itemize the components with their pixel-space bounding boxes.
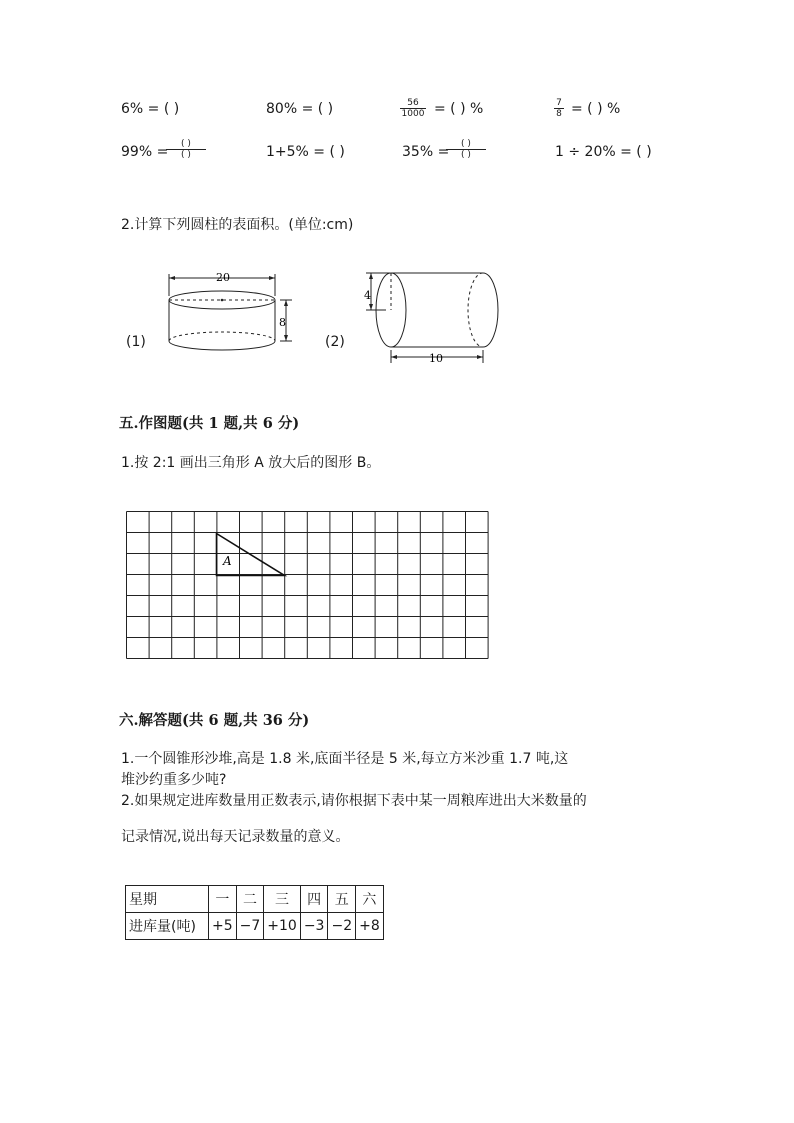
cylinder-1-height-label: 8: [279, 316, 286, 329]
fraction-7-8: [554, 98, 564, 119]
section-6-heading: 六.解答题(共 6 题,共 36 分): [119, 712, 310, 729]
fraction-numerator: 7: [556, 98, 562, 108]
section-6-q2-line1: 2.如果规定进库数量用正数表示,请你根据下表中某一周粮库进出大米数量的: [121, 793, 587, 809]
section-6-q2-line2: 记录情况,说出每天记录数量的意义。: [121, 829, 350, 845]
q2-title: 2.计算下列圆柱的表面积。(单位:cm): [121, 217, 354, 233]
table-cell: −2: [328, 913, 356, 940]
table-header-cell: 六: [356, 886, 384, 913]
section-5-heading: 五.作图题(共 1 题,共 6 分): [119, 415, 300, 432]
cylinder-1-figure: [160, 268, 300, 360]
cylinder-2-length-label: 10: [429, 352, 443, 365]
fraction-blank: [166, 139, 206, 160]
fraction-numerator-blank: ( ): [461, 139, 471, 149]
cylinder-2-label: (2): [325, 334, 345, 350]
table-cell: +10: [264, 913, 301, 940]
cylinder-1-bottom-front: [169, 341, 275, 350]
table-header-cell: 二: [236, 886, 264, 913]
table-header-cell: 三: [264, 886, 301, 913]
conv-6pct: 6% = ( ): [121, 101, 180, 117]
section-6-q1-line1: 1.一个圆锥形沙堆,高是 1.8 米,底面半径是 5 米,每立方米沙重 1.7 吨,这: [121, 751, 569, 767]
fraction-numerator: 56: [407, 98, 419, 108]
table-header-cell: 四: [300, 886, 328, 913]
grid-lines: [127, 512, 489, 659]
fraction-blank: [446, 139, 486, 160]
cylinder-2-right-back: [468, 273, 483, 347]
table-cell: 进库量(吨): [126, 913, 209, 940]
triangle-a-label: A: [223, 554, 232, 568]
cylinder-1-diameter-label: 20: [216, 271, 230, 284]
grain-record-table: [125, 885, 384, 940]
fraction-denominator-blank: ( ): [461, 150, 471, 160]
table-row-values: [126, 913, 384, 940]
cylinder-1-label: (1): [126, 334, 146, 350]
table-row-header: [126, 886, 384, 913]
conv-1-div-20pct: 1 ÷ 20% = ( ): [555, 144, 652, 160]
grid-figure: [125, 510, 490, 664]
conv-7-8-rest: = ( ) %: [571, 101, 621, 117]
table-cell: −3: [300, 913, 328, 940]
table-cell: +8: [356, 913, 384, 940]
table-header-cell: 五: [328, 886, 356, 913]
conv-56-1000-rest: = ( ) %: [434, 101, 484, 117]
conv-35pct-lhs: 35% =: [402, 144, 450, 160]
section-5-q1: 1.按 2:1 画出三角形 A 放大后的图形 B。: [121, 455, 381, 471]
table-cell: −7: [236, 913, 264, 940]
fraction-denominator: 8: [556, 109, 562, 119]
table-header-cell: 星期: [126, 886, 209, 913]
cylinder-2-right-front: [483, 273, 498, 347]
fraction-denominator-blank: ( ): [181, 150, 191, 160]
cylinder-2-figure: [360, 268, 508, 366]
section-6-q1-line2: 堆沙约重多少吨?: [121, 772, 227, 788]
cylinder-1-bottom-back: [169, 332, 275, 341]
conv-99pct-lhs: 99% =: [121, 144, 169, 160]
table-header-cell: 一: [209, 886, 237, 913]
fraction-56-1000: [400, 98, 426, 119]
conv-1-plus-5pct: 1+5% = ( ): [266, 144, 345, 160]
cylinder-2-radius-label: 4: [364, 289, 371, 302]
conv-80pct: 80% = ( ): [266, 101, 334, 117]
fraction-denominator: 1000: [401, 109, 425, 119]
table-cell: +5: [209, 913, 237, 940]
fraction-numerator-blank: ( ): [181, 139, 191, 149]
